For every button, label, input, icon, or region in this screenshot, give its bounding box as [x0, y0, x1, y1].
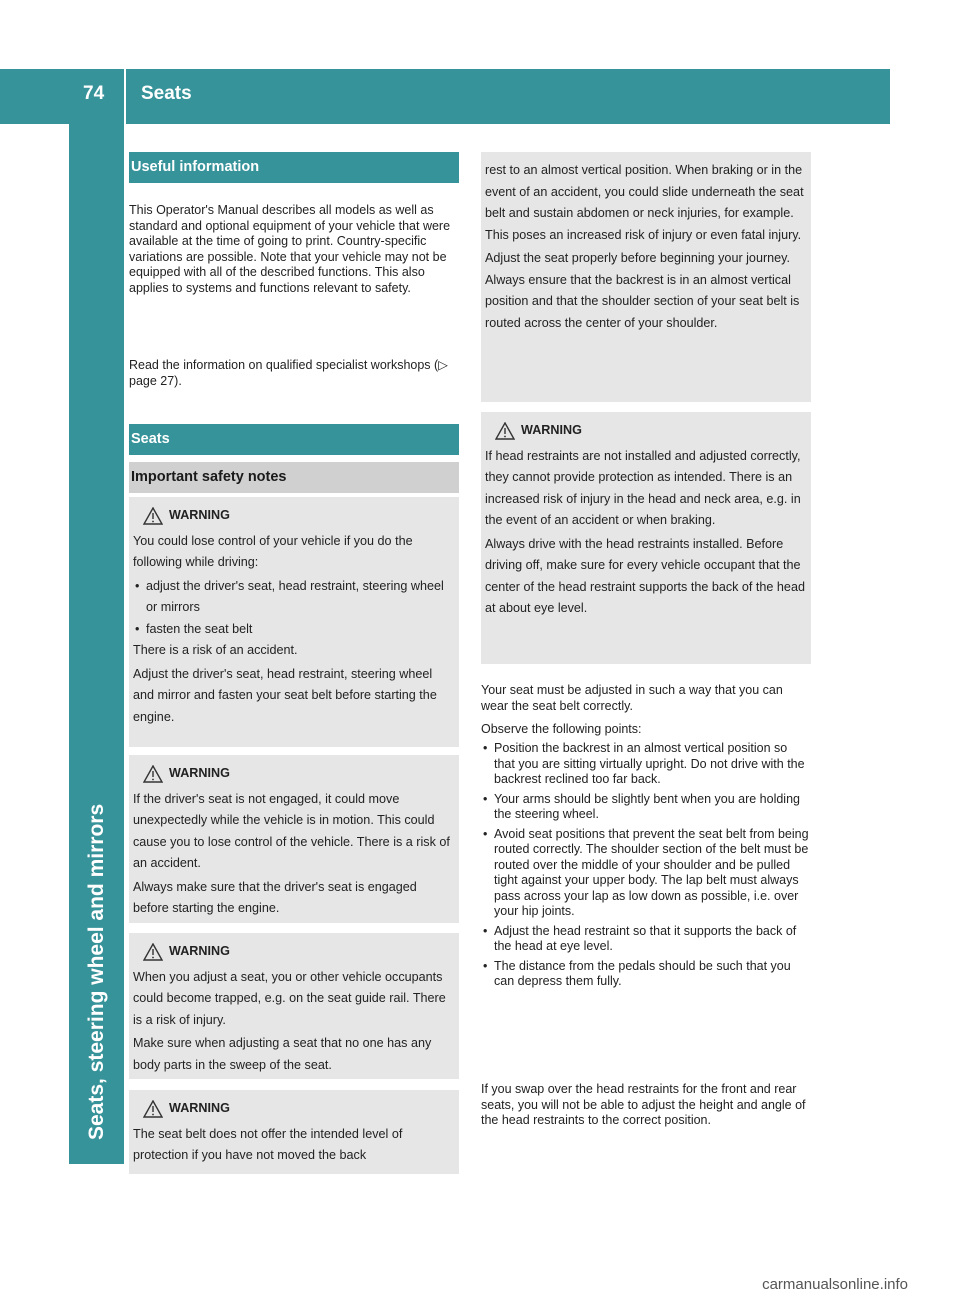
- page-header-bar: [0, 69, 890, 124]
- warning-title: WARNING: [133, 1098, 455, 1120]
- section-title: Seats: [141, 83, 192, 104]
- list-item: • Position the backrest in an almost vertical position so that you are sitting virtually upright. Do not drive with the backrest reclined too far back.: [481, 741, 811, 788]
- warning-action: Make sure when adjusting a seat that no one has any body parts in the sweep of the seat.: [133, 1036, 432, 1072]
- warning-title: WARNING: [133, 505, 455, 527]
- useful-info-heading: Useful information: [129, 152, 459, 183]
- workshop-paragraph: Read the information on qualified specialist workshops (▷ page 27).: [129, 358, 448, 388]
- warning-box-seat-engaged: [129, 755, 459, 923]
- warning-title: WARNING: [133, 763, 455, 785]
- warning-action: Adjust the seat properly before beginning your journey. Always ensure that the backrest is in an almost vertical position and that the shoulder section of your seat belt is routed across the center of your shoulder.: [485, 251, 800, 330]
- warning-text: You could lose control of your vehicle if you do the following while driving:: [133, 533, 413, 569]
- list-item: • Adjust the head restraint so that it supports the back of the head at eye level.: [481, 924, 811, 955]
- warning-box-seat-belt: [129, 1090, 459, 1174]
- useful-info-paragraph: This Operator's Manual describes all models as well as standard and optional equipment of your vehicle that were available at the time of going to print. Country-specific variations are possible. Note that your vehicle may not be equipped with all of the described functions. This also applies to systems and functions relevant to safety.: [129, 203, 451, 295]
- warning-action: Adjust the driver's seat, head restraint, steering wheel and mirror and fasten your seat belt before starting the engine.: [133, 666, 437, 724]
- warning-title: WARNING: [485, 420, 807, 442]
- warning-box-trapped: [129, 933, 459, 1079]
- warning-box-continued: [481, 152, 811, 402]
- warning-text: rest to an almost vertical position. When braking or in the event of an accident, you could slide underneath the seat belt and sustain abdomen or neck injuries, for example. This poses an increased risk of injury or even fatal injury.: [485, 163, 804, 242]
- warning-triangle-icon: [143, 507, 163, 525]
- head-restraint-swap-paragraph: If you swap over the head restraints for the front and rear seats, you will not be able to adjust the height and angle of the head restraints to the correct position.: [481, 1082, 806, 1127]
- list-item: • Your arms should be slightly bent when you are holding the steering wheel.: [481, 792, 811, 823]
- seat-position-list: [481, 741, 811, 994]
- warning-box-head-restraints: [481, 412, 811, 664]
- warning-action: Always drive with the head restraints installed. Before driving off, make sure for every vehicle occupant that the center of the head restraint supports the back of the head at about eye level.: [485, 536, 805, 615]
- warning-text: The seat belt does not offer the intended level of protection if you have not moved the back: [133, 1126, 403, 1162]
- list-item: • adjust the driver's seat, head restraint, steering wheel or mirrors: [133, 576, 455, 619]
- warning-triangle-icon: [143, 1100, 163, 1118]
- warning-title: WARNING: [133, 941, 455, 963]
- list-item: • fasten the seat belt: [133, 619, 455, 641]
- list-item: • Avoid seat positions that prevent the seat belt from being routed correctly. The shoulder section of the belt must be routed over the middle of your shoulder and be pulled tight against your upper body. The lap belt must always pass across your lap as low down as possible, i.e. over your hip joints.: [481, 827, 811, 920]
- chapter-label: Seats, steering wheel and mirrors: [84, 803, 108, 1140]
- warning-text: When you adjust a seat, you or other vehicle occupants could become trapped, e.g. on the seat guide rail. There is a risk of injury.: [133, 969, 446, 1027]
- warning-triangle-icon: [495, 422, 515, 440]
- header-divider: [124, 69, 126, 124]
- chapter-sidebar: [69, 124, 124, 1164]
- warning-text: If head restraints are not installed and adjusted correctly, they cannot provide protection as intended. There is an increased risk of injury in the head and neck area, e.g. in the event of an accident or when braking.: [485, 448, 801, 527]
- list-item: • The distance from the pedals should be such that you can depress them fully.: [481, 959, 811, 990]
- warning-bullets: [133, 576, 455, 641]
- safety-notes-heading: Important safety notes: [129, 462, 459, 493]
- warning-triangle-icon: [143, 943, 163, 961]
- page-number: 74: [83, 83, 105, 104]
- warning-text: If the driver's seat is not engaged, it could move unexpectedly while the vehicle is in motion. This could cause you to lose control of the vehicle. There is a risk of an accident.: [133, 791, 450, 870]
- warning-box-controls: [129, 497, 459, 747]
- observe-points-paragraph: Observe the following points:: [481, 722, 642, 736]
- seats-heading: Seats: [129, 424, 459, 455]
- warning-risk: There is a risk of an accident.: [133, 643, 298, 657]
- warning-triangle-icon: [143, 765, 163, 783]
- warning-action: Always make sure that the driver's seat is engaged before starting the engine.: [133, 879, 417, 915]
- footer-watermark: carmanualsonline.info: [762, 1276, 908, 1293]
- adjust-seat-paragraph: Your seat must be adjusted in such a way that you can wear the seat belt correctly.: [481, 683, 783, 713]
